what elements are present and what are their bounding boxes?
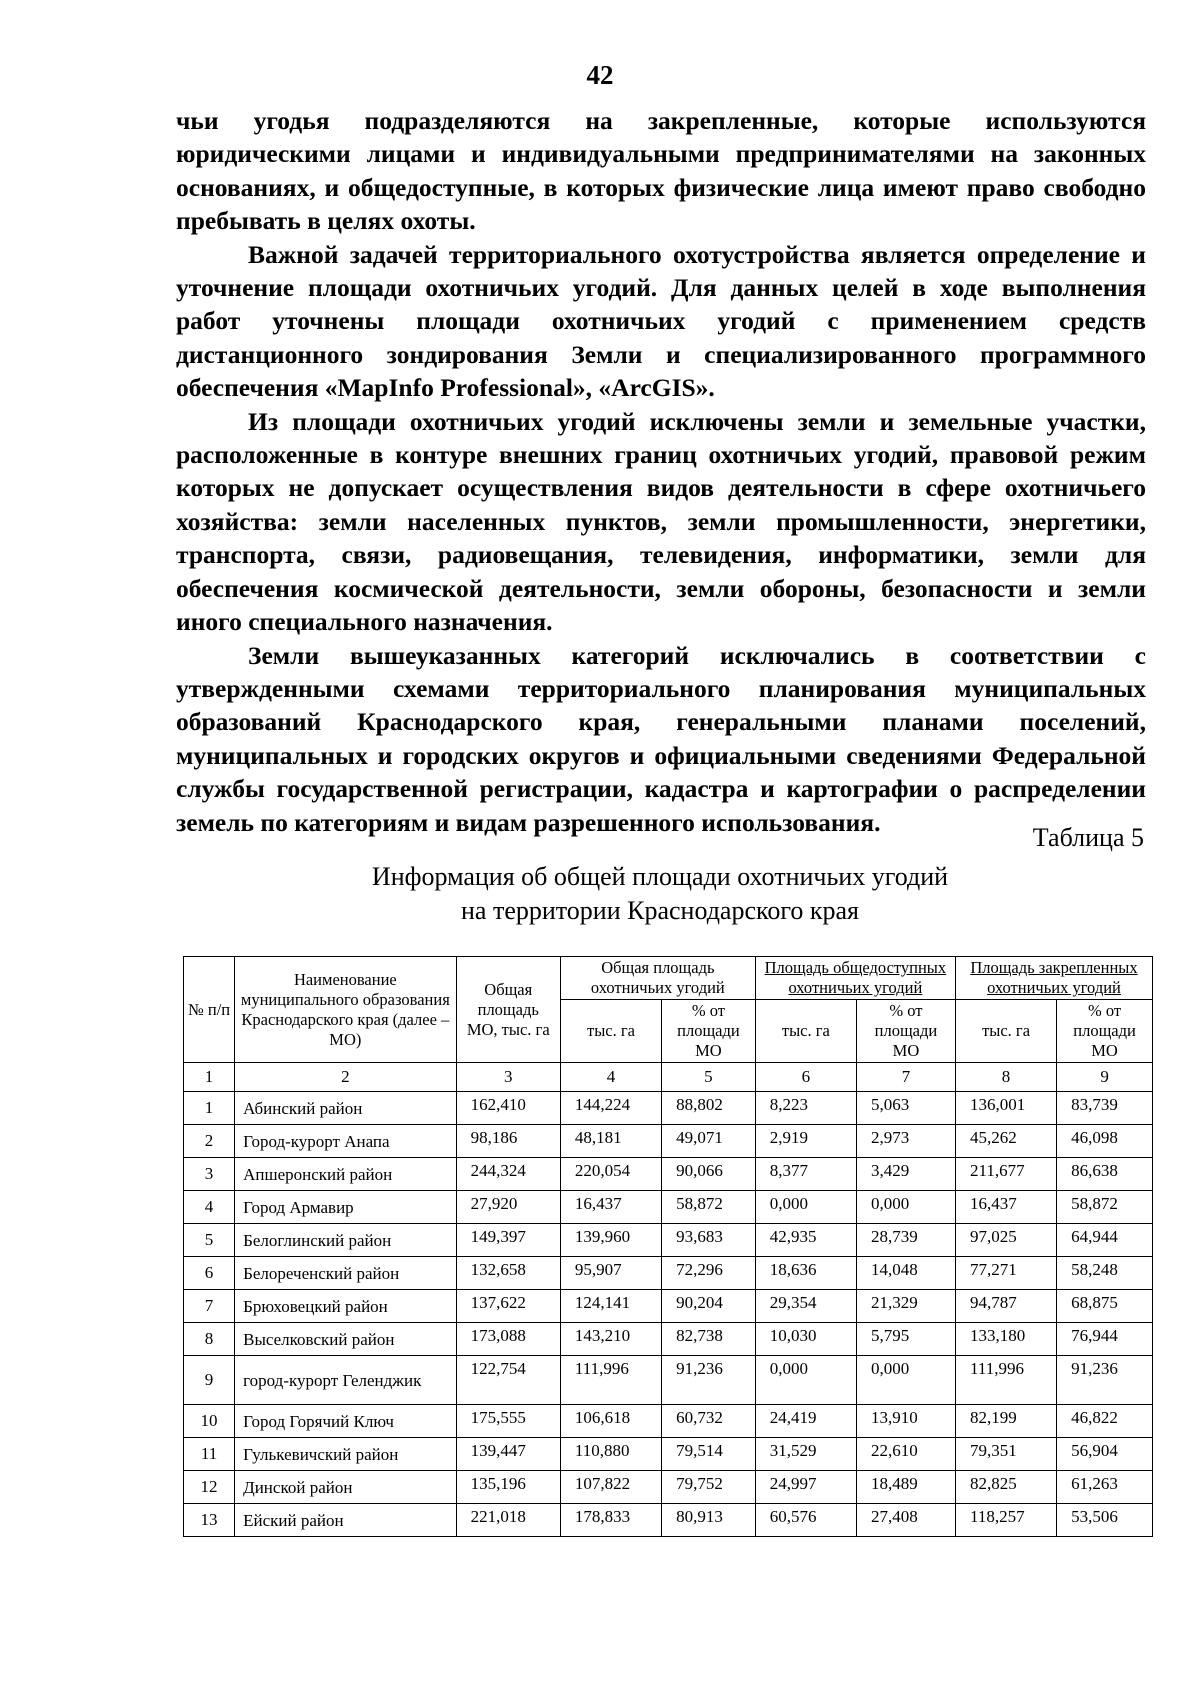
header-sub-ths: тыс. га [955, 1000, 1056, 1063]
value-cell: 144,224 [560, 1092, 661, 1125]
value-cell: 22,610 [856, 1438, 955, 1471]
header-group-fixed: Площадь закрепленных охотничьих угодий [955, 957, 1152, 1000]
value-cell: 124,141 [560, 1290, 661, 1323]
municipality-name: Город-курорт Анапа [235, 1125, 456, 1158]
paragraph: Земли вышеуказанных категорий исключались в соответствии с утвержденными схемами территориального планирования муниципальных образований Краснодарского края, генеральными планами поселений, муниципальных и городских округов и официальными сведениями Федеральной службы государственной регистрации, кадастра и картографии о распределении земель по категориям и видам разрешенного использования. [176, 640, 1146, 837]
column-number: 3 [456, 1063, 560, 1092]
table-body [184, 1092, 1153, 1537]
value-cell: 143,210 [560, 1323, 661, 1356]
municipality-name: Динской район [235, 1471, 456, 1504]
hunting-grounds-table [183, 956, 1153, 1537]
value-cell: 175,555 [456, 1405, 560, 1438]
value-cell: 21,329 [856, 1290, 955, 1323]
header-num: № п/п [184, 957, 235, 1063]
value-cell: 28,739 [856, 1224, 955, 1257]
value-cell: 135,196 [456, 1471, 560, 1504]
value-cell: 149,397 [456, 1224, 560, 1257]
value-cell: 46,098 [1057, 1125, 1153, 1158]
body-text [176, 104, 1146, 839]
value-cell: 0,000 [856, 1356, 955, 1405]
value-cell: 48,181 [560, 1125, 661, 1158]
value-cell: 83,739 [1057, 1092, 1153, 1125]
municipality-name: город-курорт Геленджик [235, 1356, 456, 1405]
value-cell: 94,787 [955, 1290, 1056, 1323]
value-cell: 18,636 [755, 1257, 856, 1290]
row-number: 5 [184, 1224, 235, 1257]
value-cell: 29,354 [755, 1290, 856, 1323]
value-cell: 72,296 [662, 1257, 756, 1290]
table-row [184, 1158, 1153, 1191]
value-cell: 8,223 [755, 1092, 856, 1125]
value-cell: 211,677 [955, 1158, 1056, 1191]
header-sub-ths: тыс. га [755, 1000, 856, 1063]
value-cell: 77,271 [955, 1257, 1056, 1290]
value-cell: 111,996 [560, 1356, 661, 1405]
value-cell: 45,262 [955, 1125, 1056, 1158]
table-row [184, 1323, 1153, 1356]
value-cell: 118,257 [955, 1504, 1056, 1537]
value-cell: 137,622 [456, 1290, 560, 1323]
table-row [184, 1191, 1153, 1224]
header-group-total: Общая площадь охотничьих угодий [560, 957, 755, 1000]
value-cell: 10,030 [755, 1323, 856, 1356]
value-cell: 3,429 [856, 1158, 955, 1191]
value-cell: 110,880 [560, 1438, 661, 1471]
value-cell: 60,576 [755, 1504, 856, 1537]
value-cell: 24,997 [755, 1471, 856, 1504]
header-sub-ths: тыс. га [560, 1000, 661, 1063]
value-cell: 97,025 [955, 1224, 1056, 1257]
paragraph: чьи угодья подразделяются на закрепленные, которые используются юридическими лицами и индивидуальными предпринимателями на законных основаниях, и общедоступные, в которых физические лица имеют право свободно пребывать в целях охоты. [176, 106, 1146, 236]
table-row [184, 1356, 1153, 1405]
value-cell: 53,506 [1057, 1504, 1153, 1537]
value-cell: 58,872 [662, 1191, 756, 1224]
value-cell: 132,658 [456, 1257, 560, 1290]
value-cell: 2,973 [856, 1125, 955, 1158]
value-cell: 80,913 [662, 1504, 756, 1537]
value-cell: 93,683 [662, 1224, 756, 1257]
table-row [184, 1471, 1153, 1504]
table-row [184, 1405, 1153, 1438]
value-cell: 162,410 [456, 1092, 560, 1125]
header-name: Наименование муниципального образования Краснодарского края (далее – МО) [235, 957, 456, 1063]
value-cell: 79,351 [955, 1438, 1056, 1471]
value-cell: 27,920 [456, 1191, 560, 1224]
value-cell: 139,960 [560, 1224, 661, 1257]
row-number: 3 [184, 1158, 235, 1191]
row-number: 1 [184, 1092, 235, 1125]
value-cell: 82,199 [955, 1405, 1056, 1438]
row-number: 13 [184, 1504, 235, 1537]
value-cell: 18,489 [856, 1471, 955, 1504]
value-cell: 82,738 [662, 1323, 756, 1356]
value-cell: 82,825 [955, 1471, 1056, 1504]
value-cell: 107,822 [560, 1471, 661, 1504]
column-number: 1 [184, 1063, 235, 1092]
value-cell: 90,204 [662, 1290, 756, 1323]
municipality-name: Апшеронский район [235, 1158, 456, 1191]
table-row [184, 1224, 1153, 1257]
column-number-row [184, 1063, 1153, 1092]
table-row [184, 1438, 1153, 1471]
value-cell: 79,752 [662, 1471, 756, 1504]
row-number: 4 [184, 1191, 235, 1224]
municipality-name: Город Армавир [235, 1191, 456, 1224]
value-cell: 90,066 [662, 1158, 756, 1191]
municipality-name: Город Горячий Ключ [235, 1405, 456, 1438]
value-cell: 5,795 [856, 1323, 955, 1356]
value-cell: 16,437 [955, 1191, 1056, 1224]
value-cell: 136,001 [955, 1092, 1056, 1125]
column-number: 6 [755, 1063, 856, 1092]
value-cell: 244,324 [456, 1158, 560, 1191]
value-cell: 13,910 [856, 1405, 955, 1438]
value-cell: 27,408 [856, 1504, 955, 1537]
row-number: 11 [184, 1438, 235, 1471]
paragraph: Из площади охотничьих угодий исключены земли и земельные участки, расположенные в контуре внешних границ охотничьих угодий, правовой режим которых не допускает осуществления видов деятельности в сфере охотничьего хозяйства: земли населенных пунктов, земли промышленности, энергетики, транспорта, связи, радиовещания, телевидения, информатики, земли для обеспечения космической деятельности, земли обороны, безопасности и земли иного специального назначения. [176, 406, 1146, 637]
value-cell: 0,000 [755, 1356, 856, 1405]
value-cell: 106,618 [560, 1405, 661, 1438]
table-row [184, 1092, 1153, 1125]
value-cell: 111,996 [955, 1356, 1056, 1405]
column-number: 2 [235, 1063, 456, 1092]
column-number: 5 [662, 1063, 756, 1092]
column-number: 7 [856, 1063, 955, 1092]
value-cell: 60,732 [662, 1405, 756, 1438]
value-cell: 8,377 [755, 1158, 856, 1191]
value-cell: 178,833 [560, 1504, 661, 1537]
value-cell: 42,935 [755, 1224, 856, 1257]
value-cell: 68,875 [1057, 1290, 1153, 1323]
row-number: 10 [184, 1405, 235, 1438]
paragraph: Важной задачей территориального охотустройства является определение и уточнение площади охотничьих угодий. Для данных целей в ходе выполнения работ уточнены площади охотничьих угодий с применением средств дистанционного зондирования Земли и специализированного программного обеспечения «MapInfo Professional», «ArcGIS». [176, 239, 1146, 403]
row-number: 2 [184, 1125, 235, 1158]
value-cell: 14,048 [856, 1257, 955, 1290]
value-cell: 88,802 [662, 1092, 756, 1125]
column-number: 4 [560, 1063, 661, 1092]
value-cell: 76,944 [1057, 1323, 1153, 1356]
municipality-name: Выселковский район [235, 1323, 456, 1356]
page-number: 42 [586, 60, 614, 90]
value-cell: 0,000 [856, 1191, 955, 1224]
value-cell: 79,514 [662, 1438, 756, 1471]
row-number: 7 [184, 1290, 235, 1323]
table-row [184, 1125, 1153, 1158]
value-cell: 221,018 [456, 1504, 560, 1537]
value-cell: 64,944 [1057, 1224, 1153, 1257]
municipality-name: Гулькевичский район [235, 1438, 456, 1471]
value-cell: 31,529 [755, 1438, 856, 1471]
municipality-name: Ейский район [235, 1504, 456, 1537]
value-cell: 58,872 [1057, 1191, 1153, 1224]
table-label: Таблица 5 [1032, 823, 1144, 852]
value-cell: 122,754 [456, 1356, 560, 1405]
value-cell: 56,904 [1057, 1438, 1153, 1471]
value-cell: 5,063 [856, 1092, 955, 1125]
municipality-name: Белореченский район [235, 1257, 456, 1290]
value-cell: 24,419 [755, 1405, 856, 1438]
table-row [184, 1504, 1153, 1537]
table-title-line: на территории Краснодарского края [461, 896, 859, 925]
column-number: 8 [955, 1063, 1056, 1092]
header-sub-pct: % от площади МО [856, 1000, 955, 1063]
row-number: 12 [184, 1471, 235, 1504]
municipality-name: Белоглинский район [235, 1224, 456, 1257]
value-cell: 220,054 [560, 1158, 661, 1191]
header-group-public: Площадь общедоступных охотничьих угодий [755, 957, 955, 1000]
table-title-line: Информация об общей площади охотничьих угодий [371, 862, 949, 891]
value-cell: 46,822 [1057, 1405, 1153, 1438]
table-title [160, 860, 1160, 928]
column-number: 9 [1057, 1063, 1153, 1092]
value-cell: 95,907 [560, 1257, 661, 1290]
value-cell: 98,186 [456, 1125, 560, 1158]
value-cell: 2,919 [755, 1125, 856, 1158]
value-cell: 0,000 [755, 1191, 856, 1224]
value-cell: 16,437 [560, 1191, 661, 1224]
value-cell: 58,248 [1057, 1257, 1153, 1290]
value-cell: 86,638 [1057, 1158, 1153, 1191]
value-cell: 173,088 [456, 1323, 560, 1356]
value-cell: 91,236 [662, 1356, 756, 1405]
municipality-name: Абинский район [235, 1092, 456, 1125]
row-number: 9 [184, 1356, 235, 1405]
header-total-area: Общая площадь МО, тыс. га [456, 957, 560, 1063]
table-row [184, 1257, 1153, 1290]
value-cell: 91,236 [1057, 1356, 1153, 1405]
header-sub-pct: % от площади МО [662, 1000, 756, 1063]
row-number: 6 [184, 1257, 235, 1290]
value-cell: 49,071 [662, 1125, 756, 1158]
row-number: 8 [184, 1323, 235, 1356]
value-cell: 61,263 [1057, 1471, 1153, 1504]
value-cell: 139,447 [456, 1438, 560, 1471]
municipality-name: Брюховецкий район [235, 1290, 456, 1323]
value-cell: 133,180 [955, 1323, 1056, 1356]
header-sub-pct: % от площади МО [1057, 1000, 1153, 1063]
table-row [184, 1290, 1153, 1323]
